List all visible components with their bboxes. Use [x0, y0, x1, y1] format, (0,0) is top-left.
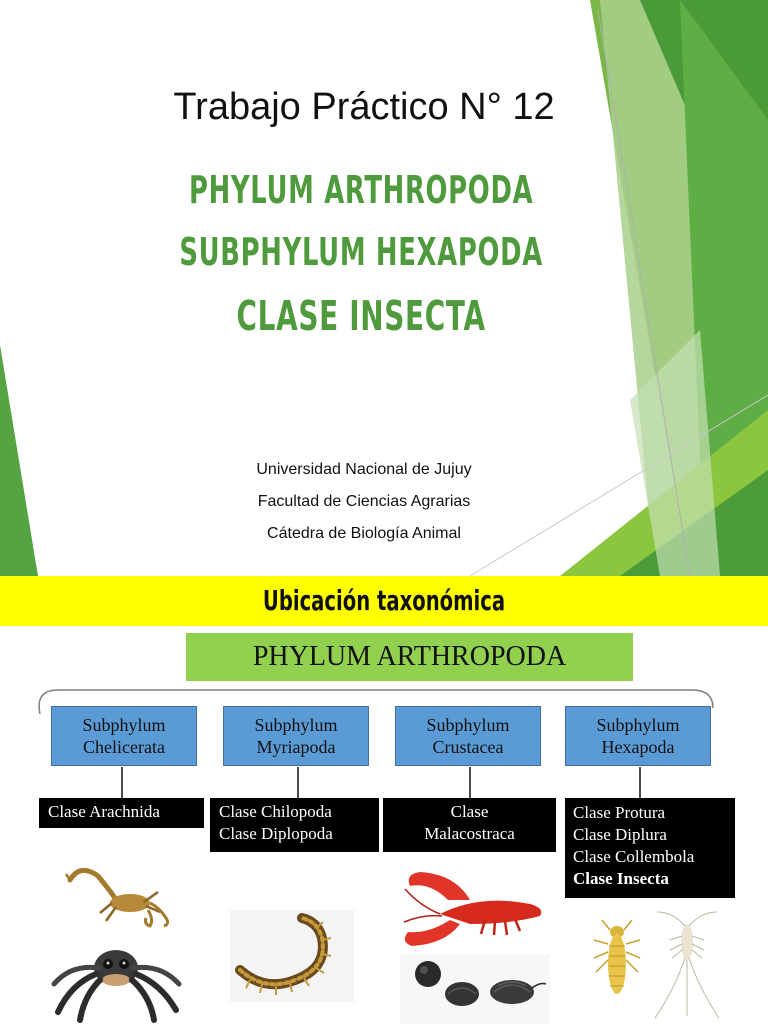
class-label: Malacostraca: [424, 824, 515, 843]
class-label: Clase Protura: [573, 803, 666, 822]
centipede-image: [230, 910, 354, 1002]
subphylum-name: Myriapoda: [256, 737, 336, 757]
scorpion-image: [60, 858, 180, 938]
banner-title: Ubicación taxonómica: [262, 584, 506, 617]
class-label: Clase Diplura: [573, 825, 667, 844]
subphylum-name: Chelicerata: [83, 737, 165, 757]
class-label: Clase Collembola: [573, 847, 695, 866]
heading-subphylum: SUBPHYLUM HEXAPODA: [179, 230, 543, 274]
subphylum-name: Crustacea: [432, 737, 504, 757]
subphylum-name: Hexapoda: [601, 737, 675, 757]
class-box-hexapoda: [565, 798, 735, 898]
heading-phylum: PHYLUM ARTHROPODA: [188, 168, 534, 212]
subphylum-myriapoda-box: [223, 706, 369, 766]
pill-bugs-image: [400, 954, 550, 1024]
subphylum-label: Subphylum: [254, 715, 338, 735]
class-label: Clase Chilopoda: [219, 802, 332, 821]
class-label: Clase Diplopoda: [219, 824, 333, 843]
class-label: Clase Arachnida: [48, 802, 160, 821]
chair-name: Cátedra de Biología Animal: [267, 525, 461, 542]
subphylum-label: Subphylum: [82, 715, 166, 735]
class-box-arachnida: [39, 798, 204, 828]
subphylum-label: Subphylum: [426, 715, 510, 735]
class-label: Clase: [450, 802, 489, 821]
subphylum-chelicerata-box: [51, 706, 197, 766]
class-box-crustacea: [383, 798, 556, 852]
practical-title: Trabajo Práctico N° 12: [173, 86, 555, 128]
heading-clase: CLASE INSECTA: [236, 292, 486, 340]
insect-larva-image: [590, 916, 644, 1024]
bristletail-image: [652, 910, 722, 1020]
subphylum-crustacea-box: [395, 706, 541, 766]
phylum-box: PHYLUM ARTHROPODA: [186, 633, 633, 681]
lobster-image: [400, 864, 550, 954]
university-name: Universidad Nacional de Jujuy: [256, 461, 472, 478]
subphylum-hexapoda-box: [565, 706, 711, 766]
subphylum-label: Subphylum: [596, 715, 680, 735]
class-label-highlight: Clase Insecta: [573, 869, 669, 888]
faculty-name: Facultad de Ciencias Agrarias: [257, 493, 471, 510]
taxonomy-slide: [0, 576, 768, 1024]
class-box-myriapoda: [210, 798, 379, 852]
jumping-spider-image: [44, 938, 189, 1024]
